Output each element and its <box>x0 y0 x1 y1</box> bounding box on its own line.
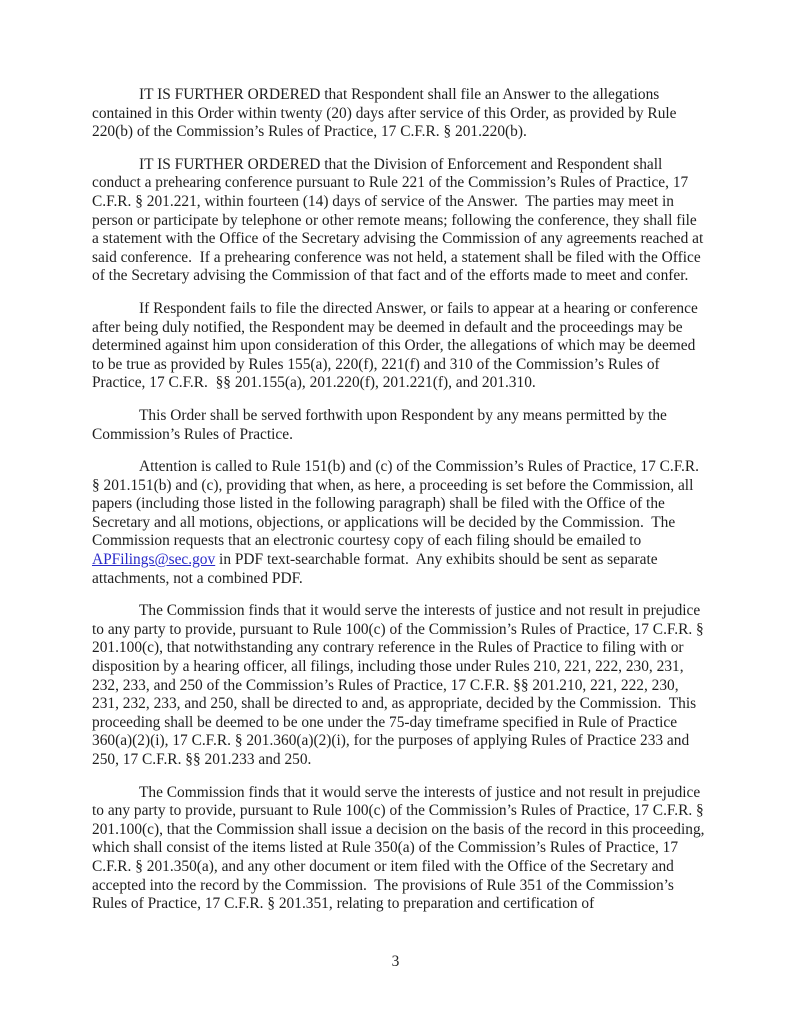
paragraph-answer-order: IT IS FURTHER ORDERED that Respondent shall file an Answer to the allegations contained in this Order within twenty (20) days after service of this Order, as provided by Rule 220(b) of the Commission’s Rules of Practice, 17 C.F.R. § 201.220(b). <box>92 86 681 141</box>
paragraph-filing-attention <box>92 458 706 588</box>
paragraph-text-before-link: Attention is called to Rule 151(b) and (c) of the Commission’s Rules of Practice, 17 C.F.R. § 201.151(b) and (c), providing that when, as here, a proceeding is set before the Commission, all papers (including those listed in the following paragraph) shall be filed with the Office of the Secretary and all motions, objections, or applications will be decided by the Commission. The Commission requests that an electronic courtesy copy of each filing should be emailed to <box>92 458 703 550</box>
paragraph-service-of-order: This Order shall be served forthwith upon Respondent by any means permitted by the Commission’s Rules of Practice. <box>92 406 671 443</box>
paragraph-record-decision-finding: The Commission finds that it would serve the interests of justice and not result in prejudice to any party to provide, pursuant to Rule 100(c) of the Commission’s Rules of Practice, 17 C.F.R. § 201.100(c), that the Commission shall issue a decision on the basis of the record in this proceeding, which shall consist of the items listed at Rule 350(a) of the Commission’s Rules of Practice, 17 C.F.R. § 201.350(a), and any other document or item filed with the Office of the Secretary and accepted into the record by the Commission. The provisions of Rule 351 of the Commission’s Rules of Practice, 17 C.F.R. § 201.351, relating to preparation and certification of <box>92 783 709 913</box>
apfilings-email-link[interactable]: APFilings@sec.gov <box>92 551 216 569</box>
document-body <box>92 86 709 928</box>
paragraph-default-provision: If Respondent fails to file the directed Answer, or fails to appear at a hearing or conference after being duly notified, the Respondent may be deemed in default and the proceedings may be determined against him upon consideration of this Order, the allegations of which may be deemed to be true as provided by Rules 155(a), 220(f), 221(f) and 310 of the Commission’s Rules of Practice, 17 C.F.R. §§ 201.155(a), 201.220(f), 201.221(f), and 201.310. <box>92 299 702 392</box>
page-number: 3 <box>391 953 400 970</box>
paragraph-prehearing-order: IT IS FURTHER ORDERED that the Division of Enforcement and Respondent shall conduct a prehearing conference pursuant to Rule 221 of the Commission’s Rules of Practice, 17 C.F.R. § 201.221, within fourteen (14) days of service of the Answer. The parties may meet in person or participate by telephone or other remote means; following the conference, they shall file a statement with the Office of the Secretary advising the Commission of any agreements reached at said conference. If a prehearing conference was not held, a statement shall be filed with the Office of the Secretary advising the Commission of that fact and of the efforts made to meet and confer. <box>92 155 708 285</box>
paragraph-text-after-link: in PDF text-searchable format. Any exhibits should be sent as separate attachments, not a combined PDF. <box>92 551 662 587</box>
paragraph-commission-filings-finding: The Commission finds that it would serve the interests of justice and not result in prejudice to any party to provide, pursuant to Rule 100(c) of the Commission’s Rules of Practice, 17 C.F.R. § 201.100(c), that notwithstanding any contrary reference in the Rules of Practice to filing with or disposition by a hearing officer, all filings, including those under Rules 210, 221, 222, 230, 231, 232, 233, and 250 of the Commission’s Rules of Practice, 17 C.F.R. §§ 201.210, 221, 222, 230, 231, 232, 233, and 250, shall be directed to and, as appropriate, decided by the Commission. This proceeding shall be deemed to be one under the 75-day timeframe specified in Rule of Practice 360(a)(2)(i), 17 C.F.R. § 201.360(a)(2)(i), for the purposes of applying Rules of Practice 233 and 250, 17 C.F.R. §§ 201.233 and 250. <box>92 602 708 768</box>
